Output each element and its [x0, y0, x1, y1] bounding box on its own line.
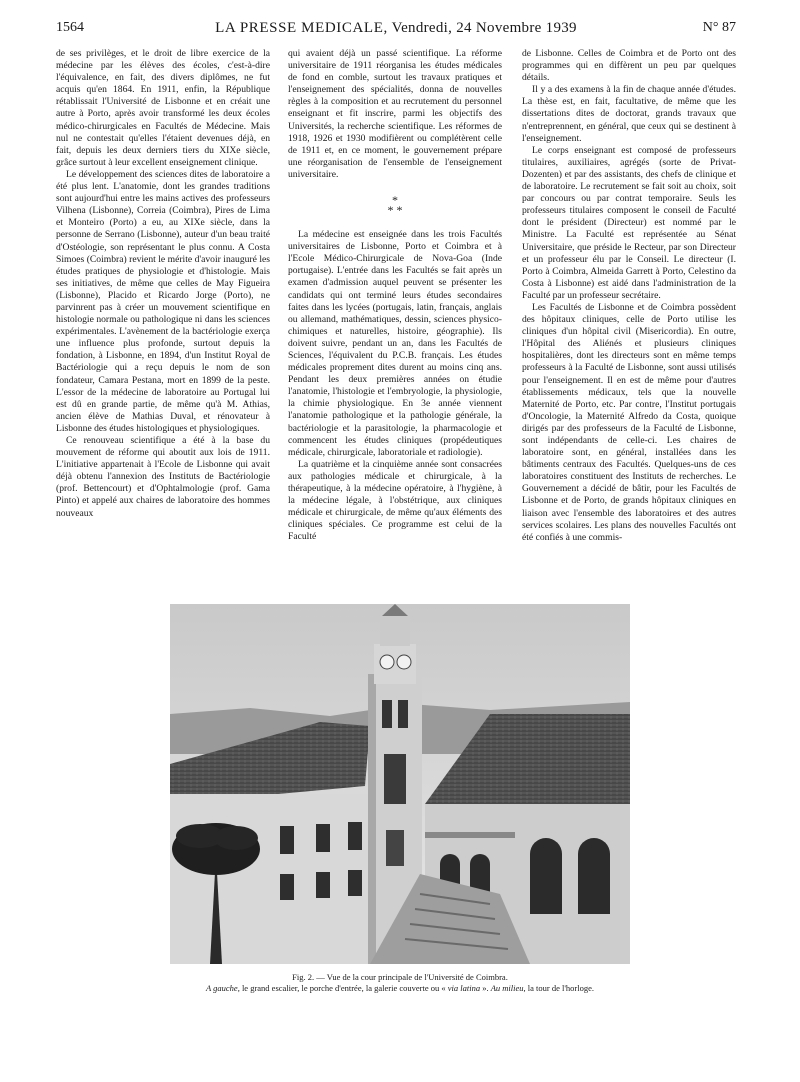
section-separator-asterisks: * * *: [387, 193, 403, 218]
caption-em: Au milieu: [490, 983, 524, 993]
paragraph: La quatrième et la cinquième année sont consacrées aux pathologies médicale et chirurgicale, à la thérapeutique, à la médecine opératoire, à l'hygiène, à la médecine légale, à l'obstétrique, aux cliniques médicale et chirurgicale, de même qu'aux éléments des cliniques spéciales. Ce programme est celui de la Faculté: [288, 458, 502, 543]
figure-caption: [160, 972, 640, 994]
paragraph: Les Facultés de Lisbonne et de Coimbra possèdent des hôpitaux cliniques, celle de Porto utilise les cliniques d'un hôpital civil (Misericordia). En outre, l'Hôpital des Aliénés et plusieurs cliniques hospitalières, dont les directeurs sont en même temps professeurs à la Faculté de Lisbonne, sont aussi utilisés pour l'enseignement. Il en est de même pour d'autres établissements médicaux, tels que la nouvelle Maternité de Porto, etc. Par contre, l'Institut portugais d'Oncologie, la Maternité Alfredo da Costa, quoique dirigés par des professeurs de la Faculté de Lisbonne, sont indépendants de celle-ci. Les chaires de laboratoire sont, en général, installées dans les bâtiments centraux des Facultés. Quelques-uns de ces laboratoires constituent des Instituts de recherches. Le Gouvernement a décidé de bâtir, pour les Facultés de Lisbonne et de Porto, de grands hôpitaux cliniques en liaison avec l'ensemble des laboratoires et des autres services scolaires. Les plans des nouvelles Facultés ont été confiés à une commis-: [522, 301, 736, 543]
paragraph: La médecine est enseignée dans les trois Facultés universitaires de Lisbonne, Porto et Coimbra et à l'Ecole Médico-Chirurgicale de Nova-Goa (Inde portugaise). L'entrée dans les Facultés se fait après un examen d'admission auquel peuvent se présenter les candidats qui ont terminé leurs études secondaires faites dans les lycées (portugais, latin, français, anglais ou allemand, mathématiques, dessin, sciences physico-chimiques et naturelles, histoire, géographie). Ils doivent suivre, pendant un an, dans les Facultés de Sciences, l'équivalent du P.C.B. français. Les études médicales proprement dites durent au moins cinq ans. Pendant les deux premières années on étudie l'anatomie, l'histologie et l'embryologie, la physiologie, la chimie physiologique. En 3e année viennent l'anatomie pathologique et la pathologie générale, la bactériologie et la parasitologie, la pharmacologie et commencent les études cliniques (propédeutiques médicale, chirurgicale, laboratoriale et radiologie).: [288, 229, 502, 458]
paragraph: Le corps enseignant est composé de professeurs titulaires, auxiliaires, agrégés (sorte de Privat-Dozenten) et par des assistants, des chefs de clinique et de laboratoire. Le recrutement se fait soit au choix, soit par concours ou par contrat temporaire. Seuls les professeurs titulaires composent le conseil de Faculté dont le président (Directeur) est nommé par le Ministre. La Faculté est représentée au Sénat Universitaire, que préside le Recteur, par son Directeur et un professeur élu par le Conseil. Le directeur (I. Porto à Coimbra, Almeida Garrett à Porto, Celestino da Costa à Lisbonne) est aidé dans l'administration de la Faculté par un professeur secrétaire.: [522, 144, 736, 301]
column-right: [522, 48, 736, 544]
paragraph: de Lisbonne. Celles de Coimbra et de Porto ont des programmes qui en diffèrent un peu par quelques détails.: [522, 48, 736, 84]
paragraph: Ce renouveau scientifique a été à la base du mouvement de réforme qui aboutit aux lois de 1911. L'initiative appartenait à l'Ecole de Lisbonne qui avait déjà obtenu l'annexion des Instituts de Bactériologie (prof. Bettencourt) et d'Ophtalmologie (prof. Gama Pinto) et appelé aux chaires de laboratoire des hommes nouveaux: [56, 435, 270, 519]
caption-em: A gauche: [205, 983, 238, 993]
paragraph: qui avaient déjà un passé scientifique. La réforme universitaire de 1911 réorganisa les études médicales de fond en comble, surtout les travaux pratiques et l'enseignement des spécialités, donna de nouvelles règles à la composition et au recrutement du personnel enseignant et fit inscrire, parmi les objectifs des Universités, la recherche scientifique. Les réformes de 1918, 1926 et 1930 modifièrent ou complétèrent celle de 1911 et, en ce moment, le gouvernement prépare une réorganisation de l'ensemble de l'enseignement universitaire.: [288, 48, 502, 180]
university-courtyard-photo: [170, 604, 630, 964]
caption-em: via latina: [447, 983, 481, 993]
page-header: [56, 20, 736, 40]
caption-text: , la tour de l'horloge.: [523, 983, 595, 993]
journal-name: LA PRESSE MEDICALE,: [215, 20, 388, 36]
issue-number: N° 87: [702, 20, 736, 35]
column-middle: [288, 48, 502, 543]
caption-title: Fig. 2. — Vue de la cour principale de l'Université de Coimbra.: [292, 972, 508, 982]
caption-text: , le grand escalier, le porche d'entrée, la galerie couverte ou «: [237, 983, 448, 993]
photo-illustration: [170, 604, 630, 964]
issue-date: Vendredi, 24 Novembre 1939: [391, 20, 577, 36]
page-number: 1564: [56, 20, 84, 35]
paragraph: Il y a des examens à la fin de chaque année d'études. La thèse est, en fait, facultative, de même que les dissertations dites de doctorat, grands travaux que n'entreprennent, en général, que ceux qui se destinent à l'enseignement.: [522, 84, 736, 144]
column-left: [56, 48, 270, 520]
paragraph: de ses privilèges, et le droit de libre exercice de la médecine par les élèves des écoles, c'est-à-dire l'équivalence, en fait, des divers diplômes, ne fut acquis qu'en 1864. En 1911, enfin, la République rétablissait l'Université de Lisbonne et en créait une autre à Porto, après avoir transformé les deux écoles médico-chirurgicales en Facultés de Médecine. Mais nul ne contestait qu'elles l'étaient devenues déjà, en fait, depuis les deux derniers tiers du XIXe siècle, grâce surtout à leur excellent enseignement clinique.: [56, 48, 270, 168]
running-title: [56, 20, 736, 37]
paragraph: Le développement des sciences dites de laboratoire a été plus lent. L'anatomie, dont les grandes traditions sont aujourd'hui entre les mains actives des professeurs Vilhena (Lisbonne), Correia (Coimbra), Pires de Lima et Monteiro (Porto) a eu, au XIXe siècle, dans la personne de Serrano (Lisbonne), auteur d'un beau traité d'Ostéologie, son représentant le plus connu. A Costa Simoes (Coimbra) revient le mérite d'avoir inauguré les études pratiques de physiologie et d'histologie. Mais ses initiatives, de même que celles de May Figueira (Lisbonne), Placido et Ricardo Jorge (Porto), ne parvinrent pas à créer un mouvement scientifique en histologie normale ou pathologique ni dans les sciences expérimentales. L'avènement de la bactériologie exerça une influence plus profonde, surtout depuis la fondation, à Lisbonne, en 1894, d'un Institut Royal de Bactériologie qui a reçu depuis le nom de son fondateur, Camara Pestana, mort en 1899 de la peste. L'essor de la médecine de laboratoire au Portugal lui est dû en grande partie, de même qu'à M. Athias, ancien élève de Mathias Duval, et rénovateur à Lisbonne des études histologiques et physiologiques.: [56, 168, 270, 434]
caption-text: ».: [480, 983, 491, 993]
caption-description: [160, 983, 640, 994]
